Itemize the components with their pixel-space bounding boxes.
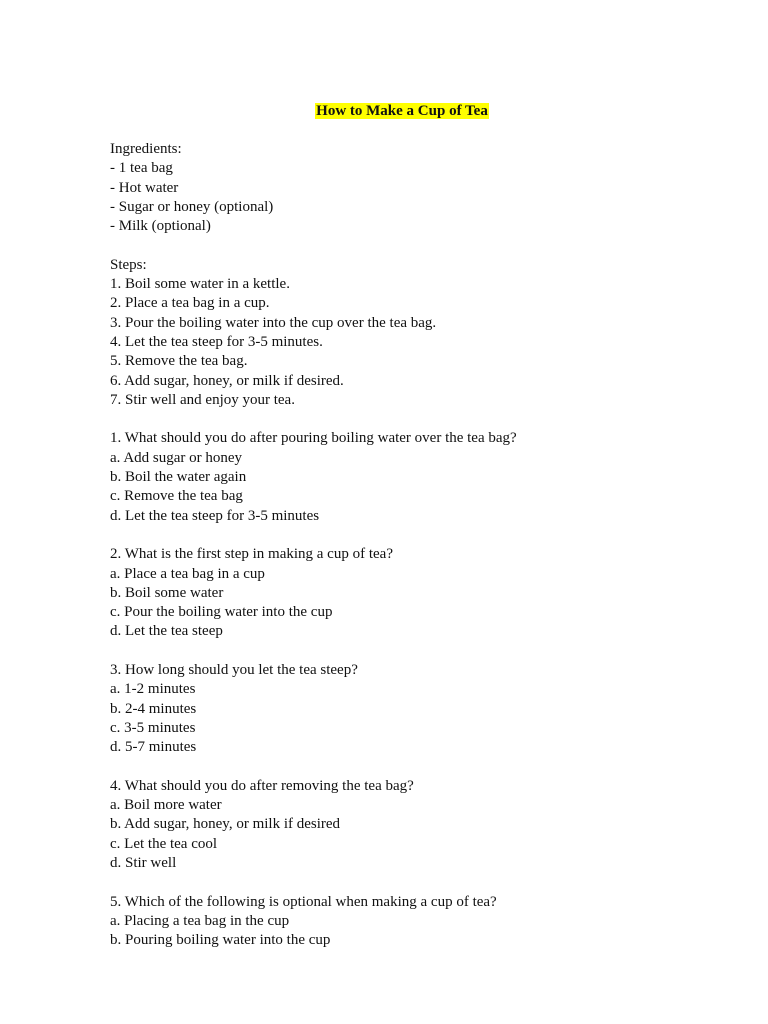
- step-item: 3. Pour the boiling water into the cup over the tea bag.: [110, 314, 437, 331]
- paragraph-gap: [110, 873, 730, 892]
- paragraph-gap: [110, 758, 730, 777]
- title-row: [0, 102, 768, 121]
- step-item: 7. Stir well and enjoy your tea.: [110, 391, 295, 408]
- quiz-option: d. Let the tea steep for 3-5 minutes: [110, 507, 320, 524]
- quiz-question: 3. How long should you let the tea steep?: [110, 662, 358, 679]
- ingredients-heading: Ingredients:: [110, 141, 182, 157]
- quiz-option: c. Remove the tea bag: [110, 488, 243, 505]
- quiz-option: a. Place a tea bag in a cup: [110, 565, 265, 582]
- quiz-option: b. Pouring boiling water into the cup: [110, 932, 331, 949]
- ingredient-item: - Hot water: [110, 179, 179, 196]
- quiz-option: d. 5-7 minutes: [110, 739, 197, 756]
- quiz-question: 4. What should you do after removing the tea bag?: [110, 777, 414, 794]
- step-item: 1. Boil some water in a kettle.: [110, 276, 290, 293]
- quiz-option: c. Let the tea cool: [110, 835, 218, 852]
- quiz-option: c. Pour the boiling water into the cup: [110, 604, 333, 621]
- quiz-option: d. Stir well: [110, 854, 177, 871]
- quiz-option: b. Boil the water again: [110, 469, 247, 486]
- ingredient-item: - Sugar or honey (optional): [110, 198, 274, 215]
- quiz-question: 5. Which of the following is optional when making a cup of tea?: [110, 893, 497, 910]
- paragraph-gap: [110, 236, 730, 255]
- quiz-question: 2. What is the first step in making a cup of tea?: [110, 546, 393, 563]
- quiz-option: b. 2-4 minutes: [110, 700, 197, 717]
- quiz-option: a. Boil more water: [110, 797, 222, 814]
- steps-heading: Steps:: [110, 256, 147, 273]
- quiz-option: a. Add sugar or honey: [110, 449, 243, 466]
- quiz-option: d. Let the tea steep: [110, 623, 223, 640]
- ingredient-item: - 1 tea bag: [110, 160, 173, 177]
- quiz-option: c. 3-5 minutes: [110, 719, 196, 736]
- paragraph-gap: [110, 642, 730, 661]
- step-item: 5. Remove the tea bag.: [110, 353, 248, 370]
- step-item: 6. Add sugar, honey, or milk if desired.: [110, 372, 344, 389]
- ingredient-item: - Milk (optional): [110, 218, 211, 235]
- document-title: How to Make a Cup of Tea: [316, 103, 488, 119]
- quiz-option: b. Add sugar, honey, or milk if desired: [110, 816, 341, 833]
- paragraph-gap: [110, 410, 730, 429]
- quiz-option: a. Placing a tea bag in the cup: [110, 912, 290, 929]
- quiz-option: b. Boil some water: [110, 584, 224, 601]
- quiz-question: 1. What should you do after pouring boiling water over the tea bag?: [110, 430, 517, 447]
- step-item: 4. Let the tea steep for 3-5 minutes.: [110, 333, 323, 350]
- paragraph-gap: [110, 526, 730, 545]
- step-item: 2. Place a tea bag in a cup.: [110, 295, 270, 312]
- document-body: [110, 140, 730, 950]
- quiz-option: a. 1-2 minutes: [110, 681, 196, 698]
